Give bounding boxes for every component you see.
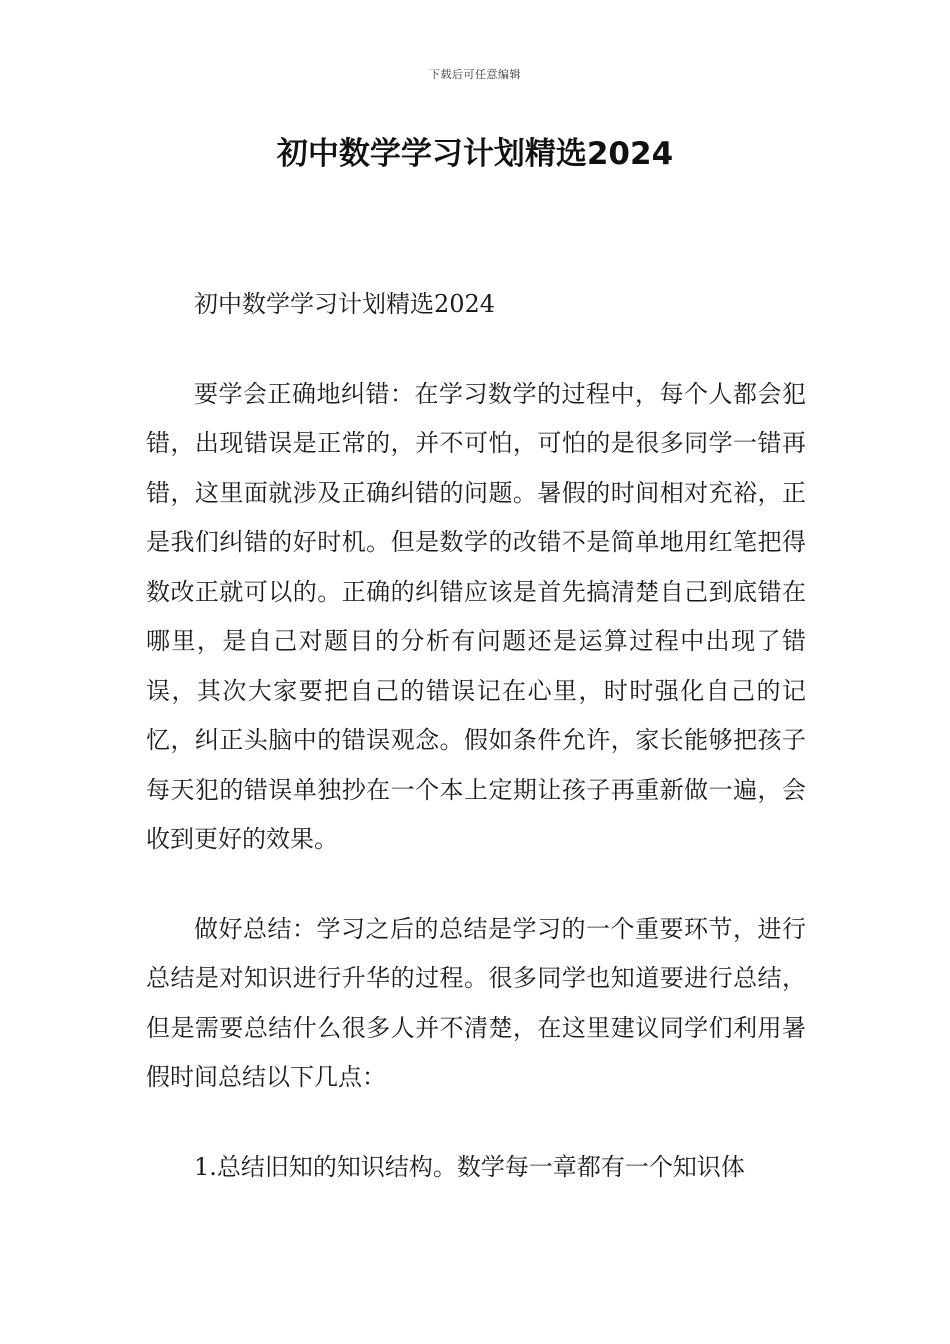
paragraph-error-correction: 要学会正确地纠错：在学习数学的过程中，每个人都会犯错，出现错误是正常的，并不可怕，可怕的是很多同学一错再错，这里面就涉及正确纠错的问题。暑假的时间相对充裕，正是我们纠错的好时机。但是数学的改错不是简单地用红笔把得数改正就可以的。正确的纠错应该是首先搞清楚自己到底错在哪里，是自己对题目的分析有问题还是运算过程中出现了错误，其次大家要把自己的错误记在心里，时时强化自己的记忆，纠正头脑中的错误观念。假如条件允许，家长能够把孩子每天犯的错误单独抄在一个本上定期让孩子再重新做一遍，会收到更好的效果。 xyxy=(146,379,806,853)
paragraph-summary: 做好总结：学习之后的总结是学习的一个重要环节，进行总结是对知识进行升华的过程。很多同学也知道要进行总结，但是需要总结什么很多人并不清楚，在这里建议同学们利用暑假时间总结以下几点： xyxy=(146,914,806,1091)
document-title: 初中数学学习计划精选2024 xyxy=(276,136,674,172)
paragraph-list-item-1: 1.总结旧知的知识结构。数学每一章都有一个知识体 xyxy=(194,1152,745,1181)
header-note: 下载后可任意编辑 xyxy=(429,68,521,81)
paragraph-subtitle: 初中数学学习计划精选2024 xyxy=(194,290,496,318)
document-body xyxy=(146,280,806,1232)
